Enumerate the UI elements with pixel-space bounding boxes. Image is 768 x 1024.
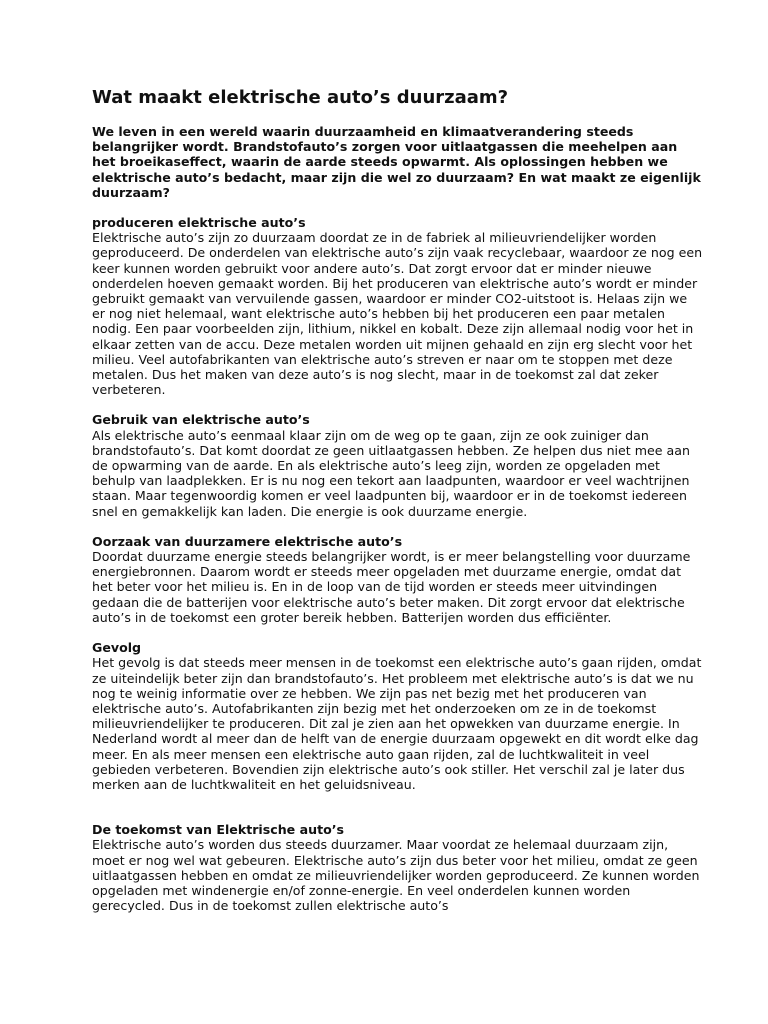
section-body: Het gevolg is dat steeds meer mensen in de toekomst een elektrische auto’s gaan rijden, omdat ze uiteindelijk beter zijn dan brandstofauto’s. Het probleem met elektrische auto’s is dat we nu nog te weinig informatie over ze hebben. We zijn pas net bezig met het produceren van elektrische auto’s. Autofabrikanten zijn bezig met het onderzoeken om ze in de toekomst milieuvriendelijker te produceren. Dit zal je zien aan het opwekken van duurzame energie. In Nederland wordt al meer dan de helft van de energie duurzaam opgewekt en dit wordt elke dag meer. En als meer mensen een elektrische auto gaan rijden, zal de luchtkwaliteit in veel gebieden verbeteren. Bovendien zijn elektrische auto’s ook stiller. Het verschil zal je later dus merken aan de luchtkwaliteit en het geluidsniveau. <box>92 655 702 792</box>
section-oorzaak <box>92 534 704 625</box>
section-heading: Oorzaak van duurzamere elektrische auto’s <box>92 533 403 549</box>
section-heading: Gevolg <box>92 640 142 656</box>
section-heading: produceren elektrische auto’s <box>92 215 306 231</box>
section-produceren <box>92 215 704 397</box>
section-gevolg <box>92 640 704 792</box>
section-toekomst <box>92 822 704 913</box>
section-body: Als elektrische auto’s eenmaal klaar zijn om de weg op te gaan, zijn ze ook zuiniger dan brandstofauto’s. Dat komt doordat ze geen uitlaatgassen hebben. Ze helpen dus niet mee aan de opwarming van de aarde. En als elektrische auto’s leeg zijn, worden ze opgeladen met behulp van laadplekken. Er is nu nog een tekort aan laadpunten, waardoor er veel wachtrijnen staan. Maar tegenwoordig komen er veel laadpunten bij, waardoor er in de toekomst iedereen snel en gemakkelijk kan laden. Die energie is ook duurzame energie. <box>92 427 690 519</box>
section-gebruik <box>92 412 704 518</box>
section-heading: Gebruik van elektrische auto’s <box>92 412 310 428</box>
section-heading: De toekomst van Elektrische auto’s <box>92 822 345 838</box>
page-title: Wat maakt elektrische auto’s duurzaam? <box>92 87 509 108</box>
section-body: Doordat duurzame energie steeds belangrijker wordt, is er meer belangstelling voor duurzame energiebronnen. Daarom wordt er steeds meer opgeladen met duurzame energie, omdat dat het beter voor het milieu is. En in de loop van de tijd worden er steeds meer uitvindingen gedaan die de batterijen voor elektrische auto’s beter maken. Dit zorgt ervoor dat elektrische auto’s in de toekomst een groter bereik hebben. Batterijen worden dus efficiënter. <box>92 549 691 625</box>
intro-paragraph: We leven in een wereld waarin duurzaamheid en klimaatverandering steeds belangrijker wordt. Brandstofauto’s zorgen voor uitlaatgassen die meehelpen aan het broeikaseffect, waarin de aarde steeds opwarmt. Als oplossingen hebben we elektrische auto’s bedacht, maar zijn die wel zo duurzaam? En wat maakt ze eigenlijk duurzaam? <box>92 124 701 200</box>
section-body: Elektrische auto’s worden dus steeds duurzamer. Maar voordat ze helemaal duurzaam zijn, moet er nog wel wat gebeuren. Elektrische auto’s zijn dus beter voor het milieu, omdat ze geen uitlaatgassen hebben en omdat ze milieuvriendelijker worden geproduceerd. Ze kunnen worden opgeladen met windenergie en/of zonne-energie. En veel onderdelen kunnen worden gerecycled. Dus in de toekomst zullen elektrische auto’s <box>92 837 700 914</box>
section-body: Elektrische auto’s zijn zo duurzaam doordat ze in de fabriek al milieuvriendelijker worden geproduceerd. De onderdelen van elektrische auto’s zijn vaak recyclebaar, waardoor ze nog een keer kunnen worden gebruikt voor andere auto’s. Dat zorgt ervoor dat er minder nieuwe onderdelen hoeven gemaakt worden. Bij het produceren van elektrische auto’s wordt er minder gebruikt gemaakt van vervuilende gassen, waardoor er minder CO2-uitstoot is. Helaas zijn we er nog niet helemaal, want elektrische auto’s hebben bij het produceren een paar metalen nodig. Een paar voorbeelden zijn, lithium, nikkel en kobalt. Deze zijn allemaal nodig voor het in elkaar zetten van de accu. Deze metalen worden uit mijnen gehaald en zijn erg slecht voor het milieu. Veel autofabrikanten van elektrische auto’s streven er naar om te stoppen met deze metalen. Dus het maken van deze auto’s is nog slecht, maar in de toekomst zal dat zeker verbeteren. <box>92 230 703 398</box>
